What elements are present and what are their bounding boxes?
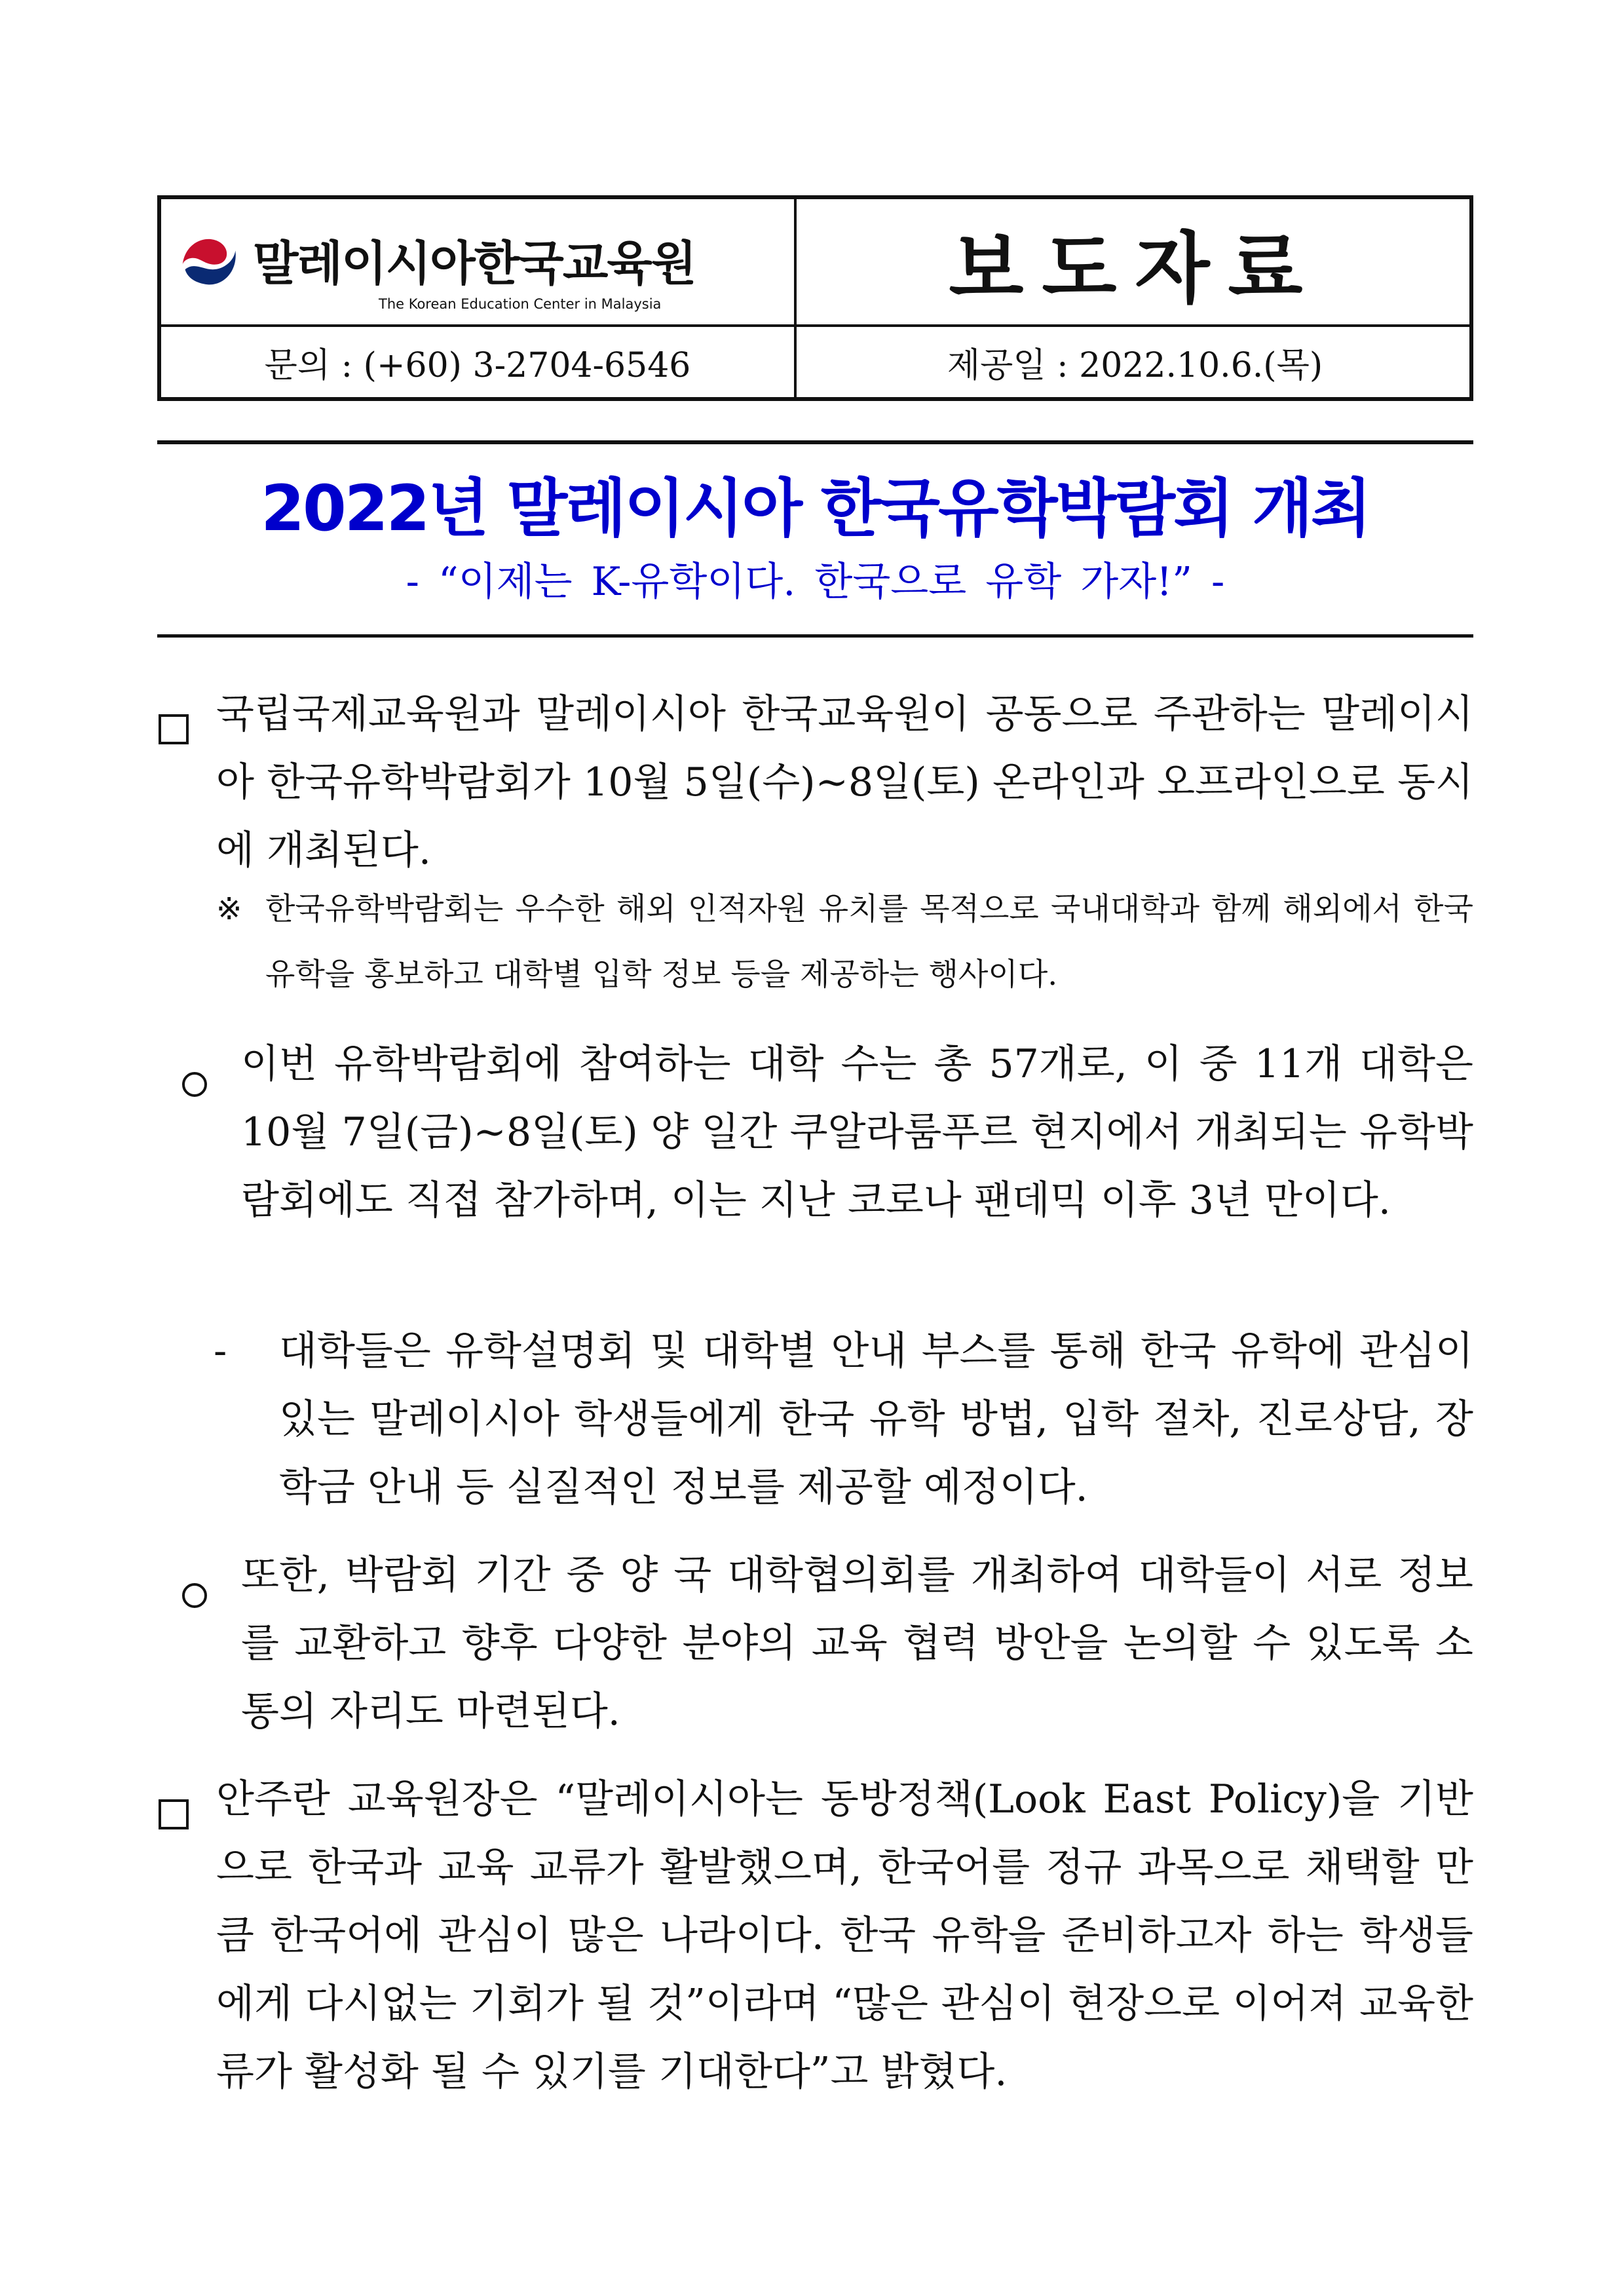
note-mark: ※ <box>216 891 242 927</box>
box-bullet-icon <box>159 1799 189 1829</box>
paragraph-5: 안주란 교육원장은 “말레이시아는 동방정책(Look East Policy)을 기반으로 한국과 교육 교류가 활발했으며, 한국어를 정규 과목으로 채택할 만큼 한국어에 관심이 많은 나라이다. 한국 유학을 준비하고자 하는 학생들에게 다시없는 기회가 될 것”이라며 “많은 관심이 현장으로 이어져 교육한류가 활성화 될 수 있기를 기대한다”고 밝혔다. <box>216 1765 1473 2106</box>
paragraph-4: 또한, 박람회 기간 중 양 국 대학협의회를 개최하여 대학들이 서로 정보를 교환하고 향후 다양한 분야의 교육 협력 방안을 논의할 수 있도록 소통의 자리도 마련된다. <box>241 1541 1473 1746</box>
box-bullet-icon <box>159 714 189 744</box>
paragraph-2: 이번 유학박람회에 참여하는 대학 수는 총 57개로, 이 중 11개 대학은 10월 7일(금)~8일(토) 양 일간 쿠알라룸푸르 현지에서 개최되는 유학박람회에도 직접 참가하며, 이는 지난 코로나 팬데믹 이후 3년 만이다. <box>241 1030 1473 1234</box>
release-date: 제공일 : 2022.10.6.(목) <box>947 346 1323 385</box>
release-title: 보도자료 <box>949 223 1321 314</box>
date-cell <box>797 327 1473 397</box>
release-title-cell <box>797 199 1473 327</box>
header-table <box>157 195 1473 401</box>
contact-phone: 문의 : (+60) 3-2704-6546 <box>264 346 691 385</box>
paragraph-1: 국립국제교육원과 말레이시아 한국교육원이 공동으로 주관하는 말레이시아 한국유학박람회가 10월 5일(수)~8일(토) 온라인과 오프라인으로 동시에 개최된다. <box>216 680 1473 885</box>
korea-government-taegeuk-icon <box>178 225 240 288</box>
dash-bullet: - <box>214 1328 227 1374</box>
title-top-rule <box>157 440 1473 444</box>
paragraph-3: - 대학들은 유학설명회 및 대학별 안내 부스를 통해 한국 유학에 관심이 있는 말레이시아 학생들에게 한국 유학 방법, 입학 절차, 진로상담, 장학금 안내 등 실질적인 정보를 제공할 예정이다. <box>279 1317 1473 1521</box>
title-bottom-rule <box>157 634 1473 638</box>
article-title: 2022년 말레이시아 한국유학박람회 개최 <box>261 472 1370 545</box>
circle-bullet-icon <box>182 1583 207 1608</box>
circle-bullet-icon <box>182 1072 207 1097</box>
org-name: 말레이시아한국교육원 <box>253 236 696 291</box>
note-paragraph: ※ 한국유학박람회는 우수한 해외 인적자원 유치를 목적으로 국내대학과 함께 해외에서 한국유학을 홍보하고 대학별 입학 정보 등을 제공하는 행사이다. <box>265 877 1473 1008</box>
org-name-english: The Korean Education Center in Malaysia <box>379 296 662 312</box>
logo-cell <box>161 199 797 327</box>
article-subtitle: - “이제는 K-유학이다. 한국으로 유학 가자!” - <box>406 559 1225 605</box>
contact-cell <box>161 327 797 397</box>
